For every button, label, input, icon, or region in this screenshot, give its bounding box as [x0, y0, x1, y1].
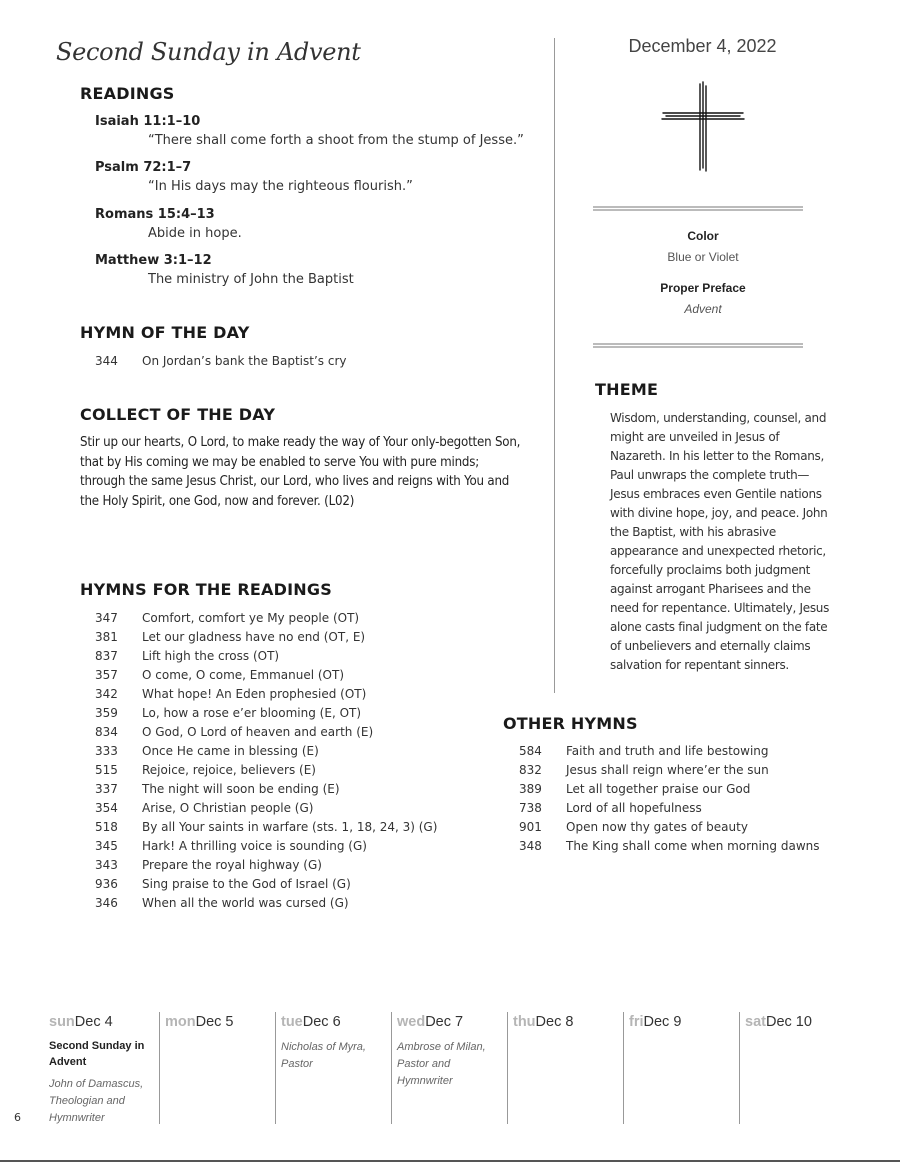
hymn-row — [519, 801, 820, 820]
hymn-row — [95, 630, 437, 649]
day-date: Dec 5 — [195, 1014, 234, 1030]
hymn-row — [95, 744, 437, 763]
hymn-number: 346 — [95, 896, 118, 910]
page-number: 6 — [14, 1111, 21, 1124]
calendar-commemoration: Ambrose of Milan, Pastor and Hymnwriter — [397, 1041, 486, 1087]
hymn-title: O come, O come, Emmanuel (OT) — [142, 668, 344, 682]
calendar-divider — [159, 1012, 160, 1124]
hymn-row — [95, 649, 437, 668]
hymn-row — [95, 782, 437, 801]
calendar-day-mon — [165, 1012, 269, 1124]
hymn-title: Open now thy gates of beauty — [566, 820, 748, 834]
hymn-row — [95, 858, 437, 877]
hymn-number: 344 — [95, 354, 118, 368]
hymn-row — [519, 820, 820, 839]
service-date: December 4, 2022 — [628, 36, 777, 56]
calendar-divider — [623, 1012, 624, 1124]
hymn-number: 347 — [95, 611, 118, 625]
week-calendar — [47, 1012, 857, 1127]
day-of-week: thu — [513, 1014, 536, 1030]
hymn-number: 584 — [519, 744, 542, 758]
hymn-number: 832 — [519, 763, 542, 777]
day-of-week: fri — [629, 1014, 644, 1030]
hymn-title: Sing praise to the God of Israel (G) — [142, 877, 351, 891]
hymn-row — [95, 763, 437, 782]
hymn-number: 738 — [519, 801, 542, 815]
hymn-row — [95, 706, 437, 725]
hymn-title: Prepare the royal highway (G) — [142, 858, 322, 872]
bottom-rule — [0, 1160, 900, 1162]
hymn-number: 337 — [95, 782, 118, 796]
hymn-title: Lift high the cross (OT) — [142, 649, 280, 663]
hymn-title: Jesus shall reign where’er the sun — [566, 763, 769, 777]
calendar-divider — [739, 1012, 740, 1124]
divider — [593, 206, 803, 211]
day-of-week: tue — [281, 1014, 303, 1030]
calendar-day-sun — [49, 1012, 153, 1124]
reading-summary: “There shall come forth a shoot from the stump of Jesse.” — [148, 133, 524, 148]
hymn-row — [95, 839, 437, 858]
calendar-day-header — [281, 1014, 385, 1030]
readings-heading: READINGS — [80, 84, 175, 103]
page-title: Second Sunday in Advent — [56, 38, 361, 66]
hymn-title: Comfort, comfort ye My people (OT) — [142, 611, 360, 625]
hymn-number: 515 — [95, 763, 118, 777]
hymn-number: 518 — [95, 820, 118, 834]
day-of-week: sun — [49, 1014, 75, 1030]
day-date: Dec 8 — [535, 1014, 574, 1030]
reading-item — [95, 160, 413, 194]
reading-summary: Abide in hope. — [148, 226, 242, 241]
hymn-title: Arise, O Christian people (G) — [142, 801, 314, 815]
calendar-day-header — [397, 1014, 501, 1030]
hymn-title: Let our gladness have no end (OT, E) — [142, 630, 366, 644]
collect-heading: COLLECT OF THE DAY — [80, 405, 276, 424]
hymn-number: 343 — [95, 858, 118, 872]
hymn-title: On Jordan’s bank the Baptist’s cry — [142, 354, 347, 368]
calendar-divider — [275, 1012, 276, 1124]
hymn-title: By all Your saints in warfare (sts. 1, 18, 24, 3) (G) — [142, 820, 438, 834]
hymn-title: The King shall come when morning dawns — [566, 839, 820, 853]
day-date: Dec 4 — [74, 1014, 113, 1030]
calendar-day-wed — [397, 1012, 501, 1124]
hymn-title: When all the world was cursed (G) — [142, 896, 349, 910]
reading-reference: Matthew 3:1–12 — [95, 253, 212, 268]
other-hymns-heading: OTHER HYMNS — [503, 714, 638, 733]
hymn-row — [95, 877, 437, 896]
hymn-number: 345 — [95, 839, 118, 853]
hymn-row — [95, 801, 437, 820]
calendar-day-header — [629, 1014, 733, 1030]
calendar-day-header — [165, 1014, 269, 1030]
hymn-title: Lord of all hopefulness — [566, 801, 702, 815]
hymn-number: 354 — [95, 801, 118, 815]
reading-item — [95, 114, 524, 148]
calendar-day-tue — [281, 1012, 385, 1124]
hymn-row — [95, 896, 437, 915]
reading-item — [95, 253, 354, 287]
calendar-day-header — [513, 1014, 617, 1030]
hymn-title: Once He came in blessing (E) — [142, 744, 319, 758]
hymn-number: 359 — [95, 706, 118, 720]
collect-text: Stir up our hearts, O Lord, to make ready the way of Your only-begotten Son, that by His coming we may be enabled to serve You with pure minds; through the same Jesus Christ, our Lord, who lives and reigns with You and the Holy Spirit, one God, now and forever. (L02) — [80, 435, 521, 509]
reading-summary: The ministry of John the Baptist — [148, 272, 354, 287]
calendar-divider — [507, 1012, 508, 1124]
hymn-number: 333 — [95, 744, 118, 758]
reading-summary: “In His days may the righteous flourish.” — [148, 179, 413, 194]
hymn-row — [519, 839, 820, 858]
day-date: Dec 6 — [302, 1014, 341, 1030]
hymn-title: Hark! A thrilling voice is sounding (G) — [142, 839, 367, 853]
calendar-day-header — [745, 1014, 849, 1030]
hymns-for-readings-list — [95, 611, 437, 915]
hymn-title: The night will soon be ending (E) — [142, 782, 340, 796]
other-hymns-list — [519, 744, 820, 858]
day-of-week: wed — [397, 1014, 426, 1030]
day-date: Dec 9 — [643, 1014, 682, 1030]
column-divider — [554, 38, 555, 693]
theme-text: Wisdom, understanding, counsel, and might are unveiled in Jesus of Nazareth. In his letter to the Romans, Paul unwraps the complete truth—Jesus embraces even Gentile nations with divine hope, joy, and peace. John the Baptist, with his abrasive appearance and unexpected rhetoric, forcefully proclaims both judgment against arrogant Pharisees and the need for repentance. Ultimately, Jesus alone casts final judgment on the fate of unbelievers and eternally claims salvation for repentant sinners. — [610, 411, 830, 672]
preface-value: Advent — [684, 302, 722, 316]
color-value: Blue or Violet — [667, 250, 739, 264]
day-date: Dec 10 — [765, 1014, 812, 1030]
hymn-title: Lo, how a rose e’er blooming (E, OT) — [142, 706, 362, 720]
reading-reference: Romans 15:4–13 — [95, 207, 215, 222]
hymn-number: 901 — [519, 820, 542, 834]
hymn-number: 357 — [95, 668, 118, 682]
hymn-row — [95, 687, 437, 706]
hymn-row — [95, 354, 347, 373]
calendar-day-thu — [513, 1012, 617, 1124]
reading-reference: Psalm 72:1–7 — [95, 160, 192, 175]
hymn-title: Let all together praise our God — [566, 782, 751, 796]
day-date: Dec 7 — [425, 1014, 464, 1030]
preface-label: Proper Preface — [660, 281, 746, 295]
hymn-row — [519, 744, 820, 763]
hymn-number: 389 — [519, 782, 542, 796]
hymn-of-the-day — [95, 354, 347, 373]
calendar-divider — [391, 1012, 392, 1124]
reading-item — [95, 207, 242, 241]
hymn-row — [519, 782, 820, 801]
hymn-title: Rejoice, rejoice, believers (E) — [142, 763, 316, 777]
calendar-day-header — [49, 1014, 153, 1030]
hymn-number: 834 — [95, 725, 118, 739]
hymn-row — [95, 611, 437, 630]
hymn-number: 381 — [95, 630, 118, 644]
day-of-week: sat — [745, 1014, 766, 1030]
hymn-number: 348 — [519, 839, 542, 853]
calendar-day-fri — [629, 1012, 733, 1124]
hymn-row — [95, 725, 437, 744]
calendar-commemoration: John of Damascus, Theologian and Hymnwriter — [49, 1078, 144, 1124]
hymn-row — [95, 820, 437, 839]
hymn-title: What hope! An Eden prophesied (OT) — [142, 687, 367, 701]
hymns-for-readings-heading: HYMNS FOR THE READINGS — [80, 580, 332, 599]
hymn-number: 936 — [95, 877, 118, 891]
hymn-title: O God, O Lord of heaven and earth (E) — [142, 725, 374, 739]
color-label: Color — [687, 229, 719, 243]
reading-reference: Isaiah 11:1–10 — [95, 114, 201, 129]
hymn-number: 837 — [95, 649, 118, 663]
theme-heading: THEME — [595, 380, 659, 399]
cross-icon — [660, 80, 746, 172]
divider — [593, 343, 803, 348]
calendar-event: Second Sunday in Advent — [49, 1040, 145, 1068]
calendar-day-sat — [745, 1012, 849, 1124]
hymn-row — [95, 668, 437, 687]
hymn-title: Faith and truth and life bestowing — [566, 744, 769, 758]
hymn-row — [519, 763, 820, 782]
day-of-week: mon — [165, 1014, 196, 1030]
calendar-commemoration: Nicholas of Myra, Pastor — [281, 1041, 366, 1070]
hymn-number: 342 — [95, 687, 118, 701]
hymn-of-the-day-heading: HYMN OF THE DAY — [80, 323, 250, 342]
